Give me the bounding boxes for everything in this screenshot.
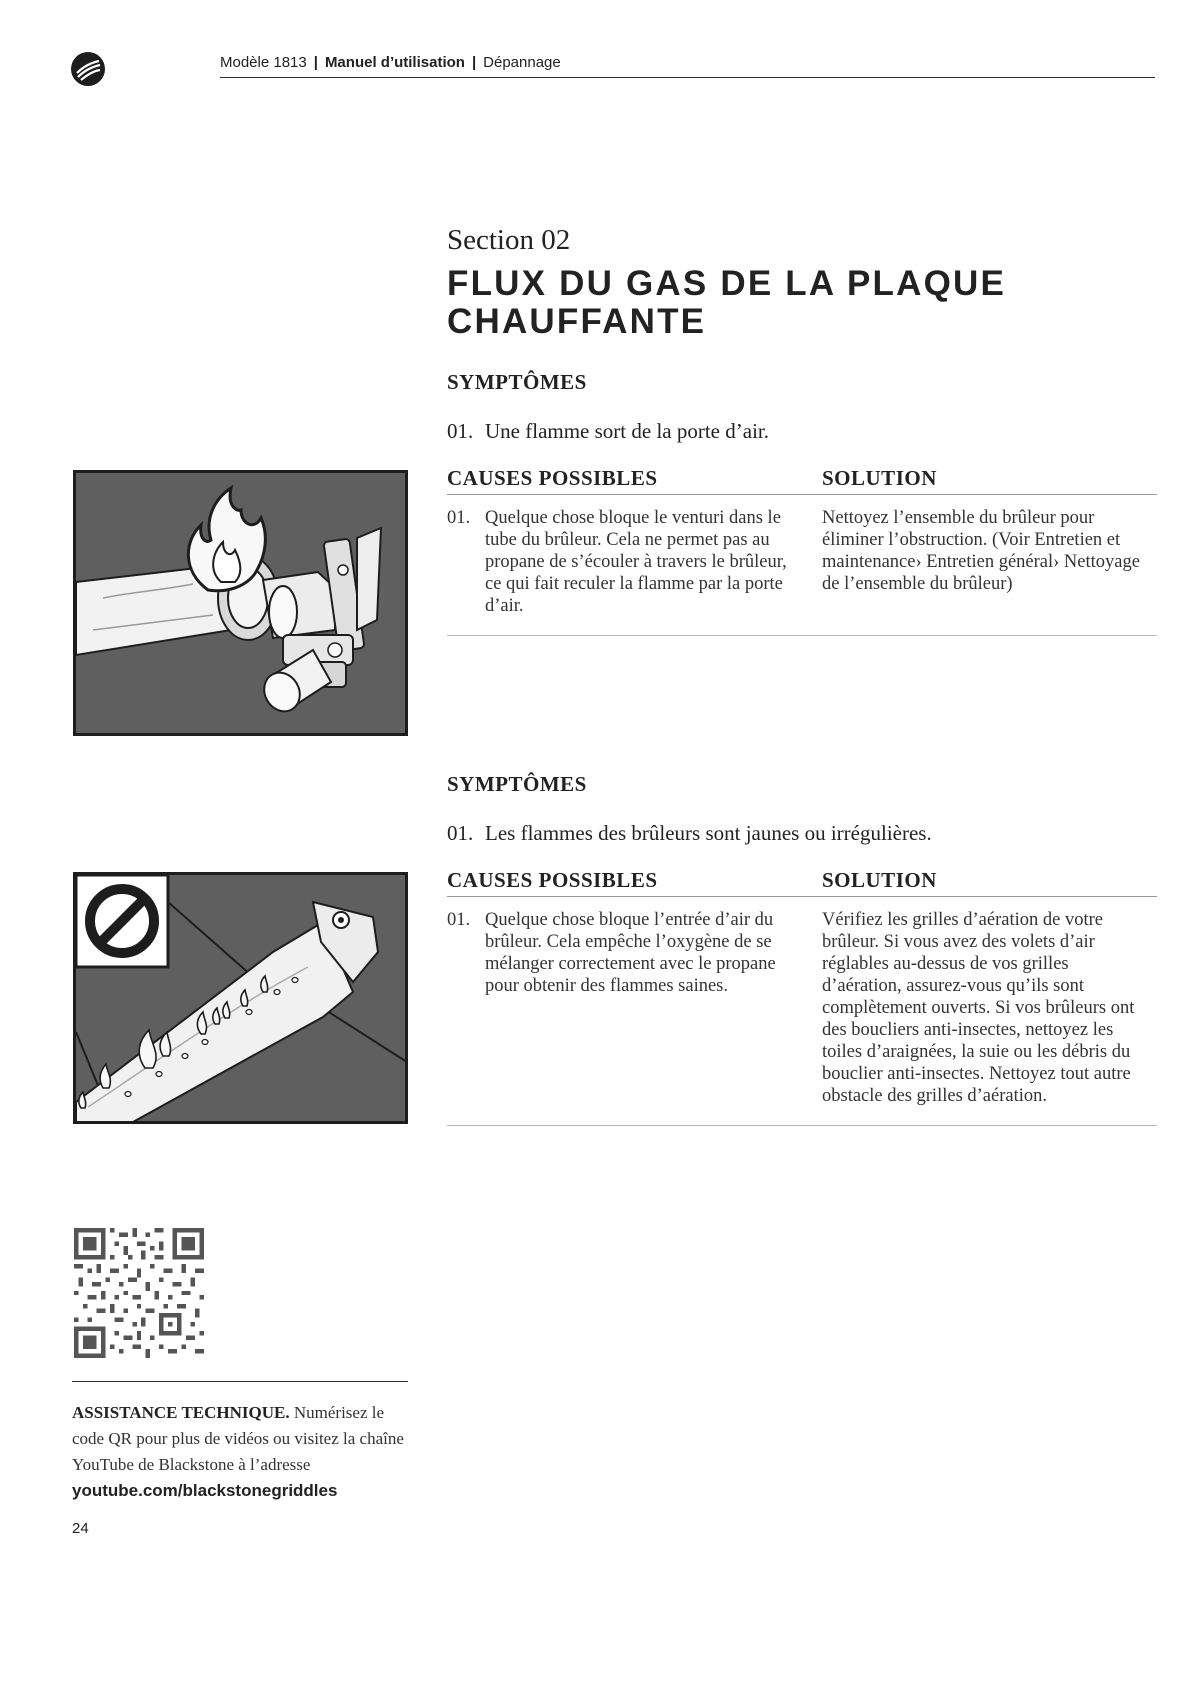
column-headers [447, 466, 1157, 495]
section-label: Section 02 [447, 224, 571, 256]
table-row [447, 495, 1157, 636]
symptom-text: Les flammes des brûleurs sont jaunes ou irrégulières. [485, 821, 932, 845]
troubleshoot-block-2 [447, 772, 1157, 1126]
symptom-number: 01. [447, 821, 474, 845]
cause-number: 01. [447, 910, 471, 930]
troubleshoot-block-1 [447, 370, 1157, 636]
solution-heading: SOLUTION [822, 466, 937, 490]
causes-heading: CAUSES POSSIBLES [447, 466, 658, 490]
header-separator: | [471, 54, 477, 71]
assistance-text: Numérisez le code QR pour plus de vidéos ou visitez la chaîne YouTube de Blackstone à l’adresse [72, 1403, 404, 1474]
symptom-item [447, 419, 1157, 444]
section-title [447, 265, 1147, 341]
symptom-text: Une flamme sort de la porte d’air. [485, 419, 769, 443]
solution-heading: SOLUTION [822, 868, 937, 892]
cause-text: Quelque chose bloque l’entrée d’air du brûleur. Cela empêche l’oxygène de se mélanger correctement avec le propane pour obtenir des flammes saines. [485, 910, 776, 996]
section-title-line-2: CHAUFFANTE [447, 302, 707, 341]
burner-irregular-flames-illustration [73, 872, 408, 1124]
symptom-item [447, 821, 1157, 846]
brand-logo-icon [70, 51, 106, 87]
symptoms-heading: SYMPTÔMES [447, 370, 587, 394]
technical-assistance-note [72, 1381, 408, 1504]
header-model: Modèle 1813 [220, 54, 307, 71]
page-number: 24 [72, 1520, 89, 1537]
qr-code-icon [74, 1228, 204, 1358]
assistance-heading: ASSISTANCE TECHNIQUE. [72, 1403, 290, 1422]
cause-cell [447, 909, 822, 1107]
page-header [220, 54, 1155, 78]
cause-cell [447, 507, 822, 617]
symptom-number: 01. [447, 419, 474, 443]
header-manual: Manuel d’utilisation [324, 54, 465, 71]
header-section: Dépannage [483, 54, 561, 71]
symptoms-heading: SYMPTÔMES [447, 772, 587, 796]
table-row [447, 897, 1157, 1126]
cause-number: 01. [447, 508, 471, 528]
solution-text: Vérifiez les grilles d’aération de votre brûleur. Si vous avez des volets d’air réglables au-dessus de vos grilles d’aération, assurez-vous qu’ils sont complètement ouverts. Si vos brûleurs ont des boucliers anti-insectes, nettoyez les toiles d’araignées, la suie ou les débris du bouclier anti-insectes. Nettoyez tout autre obstacle des grilles d’aération. [822, 910, 1135, 1106]
section-title-line-1: FLUX DU GAS DE LA PLAQUE [447, 264, 1007, 303]
column-headers [447, 868, 1157, 897]
burner-flame-illustration [73, 470, 408, 736]
causes-heading: CAUSES POSSIBLES [447, 868, 658, 892]
header-separator: | [313, 54, 318, 71]
cause-text: Quelque chose bloque le venturi dans le tube du brûleur. Cela ne permet pas au propane de s’écouler à travers le brûleur, ce qui fait reculer la flamme par la porte d’air. [485, 508, 787, 616]
solution-text: Nettoyez l’ensemble du brûleur pour éliminer l’obstruction. (Voir Entretien et maintenance› Entretien général› Nettoyage de l’ensemble du brûleur) [822, 508, 1140, 594]
youtube-link[interactable]: youtube.com/blackstonegriddles [72, 1481, 338, 1500]
